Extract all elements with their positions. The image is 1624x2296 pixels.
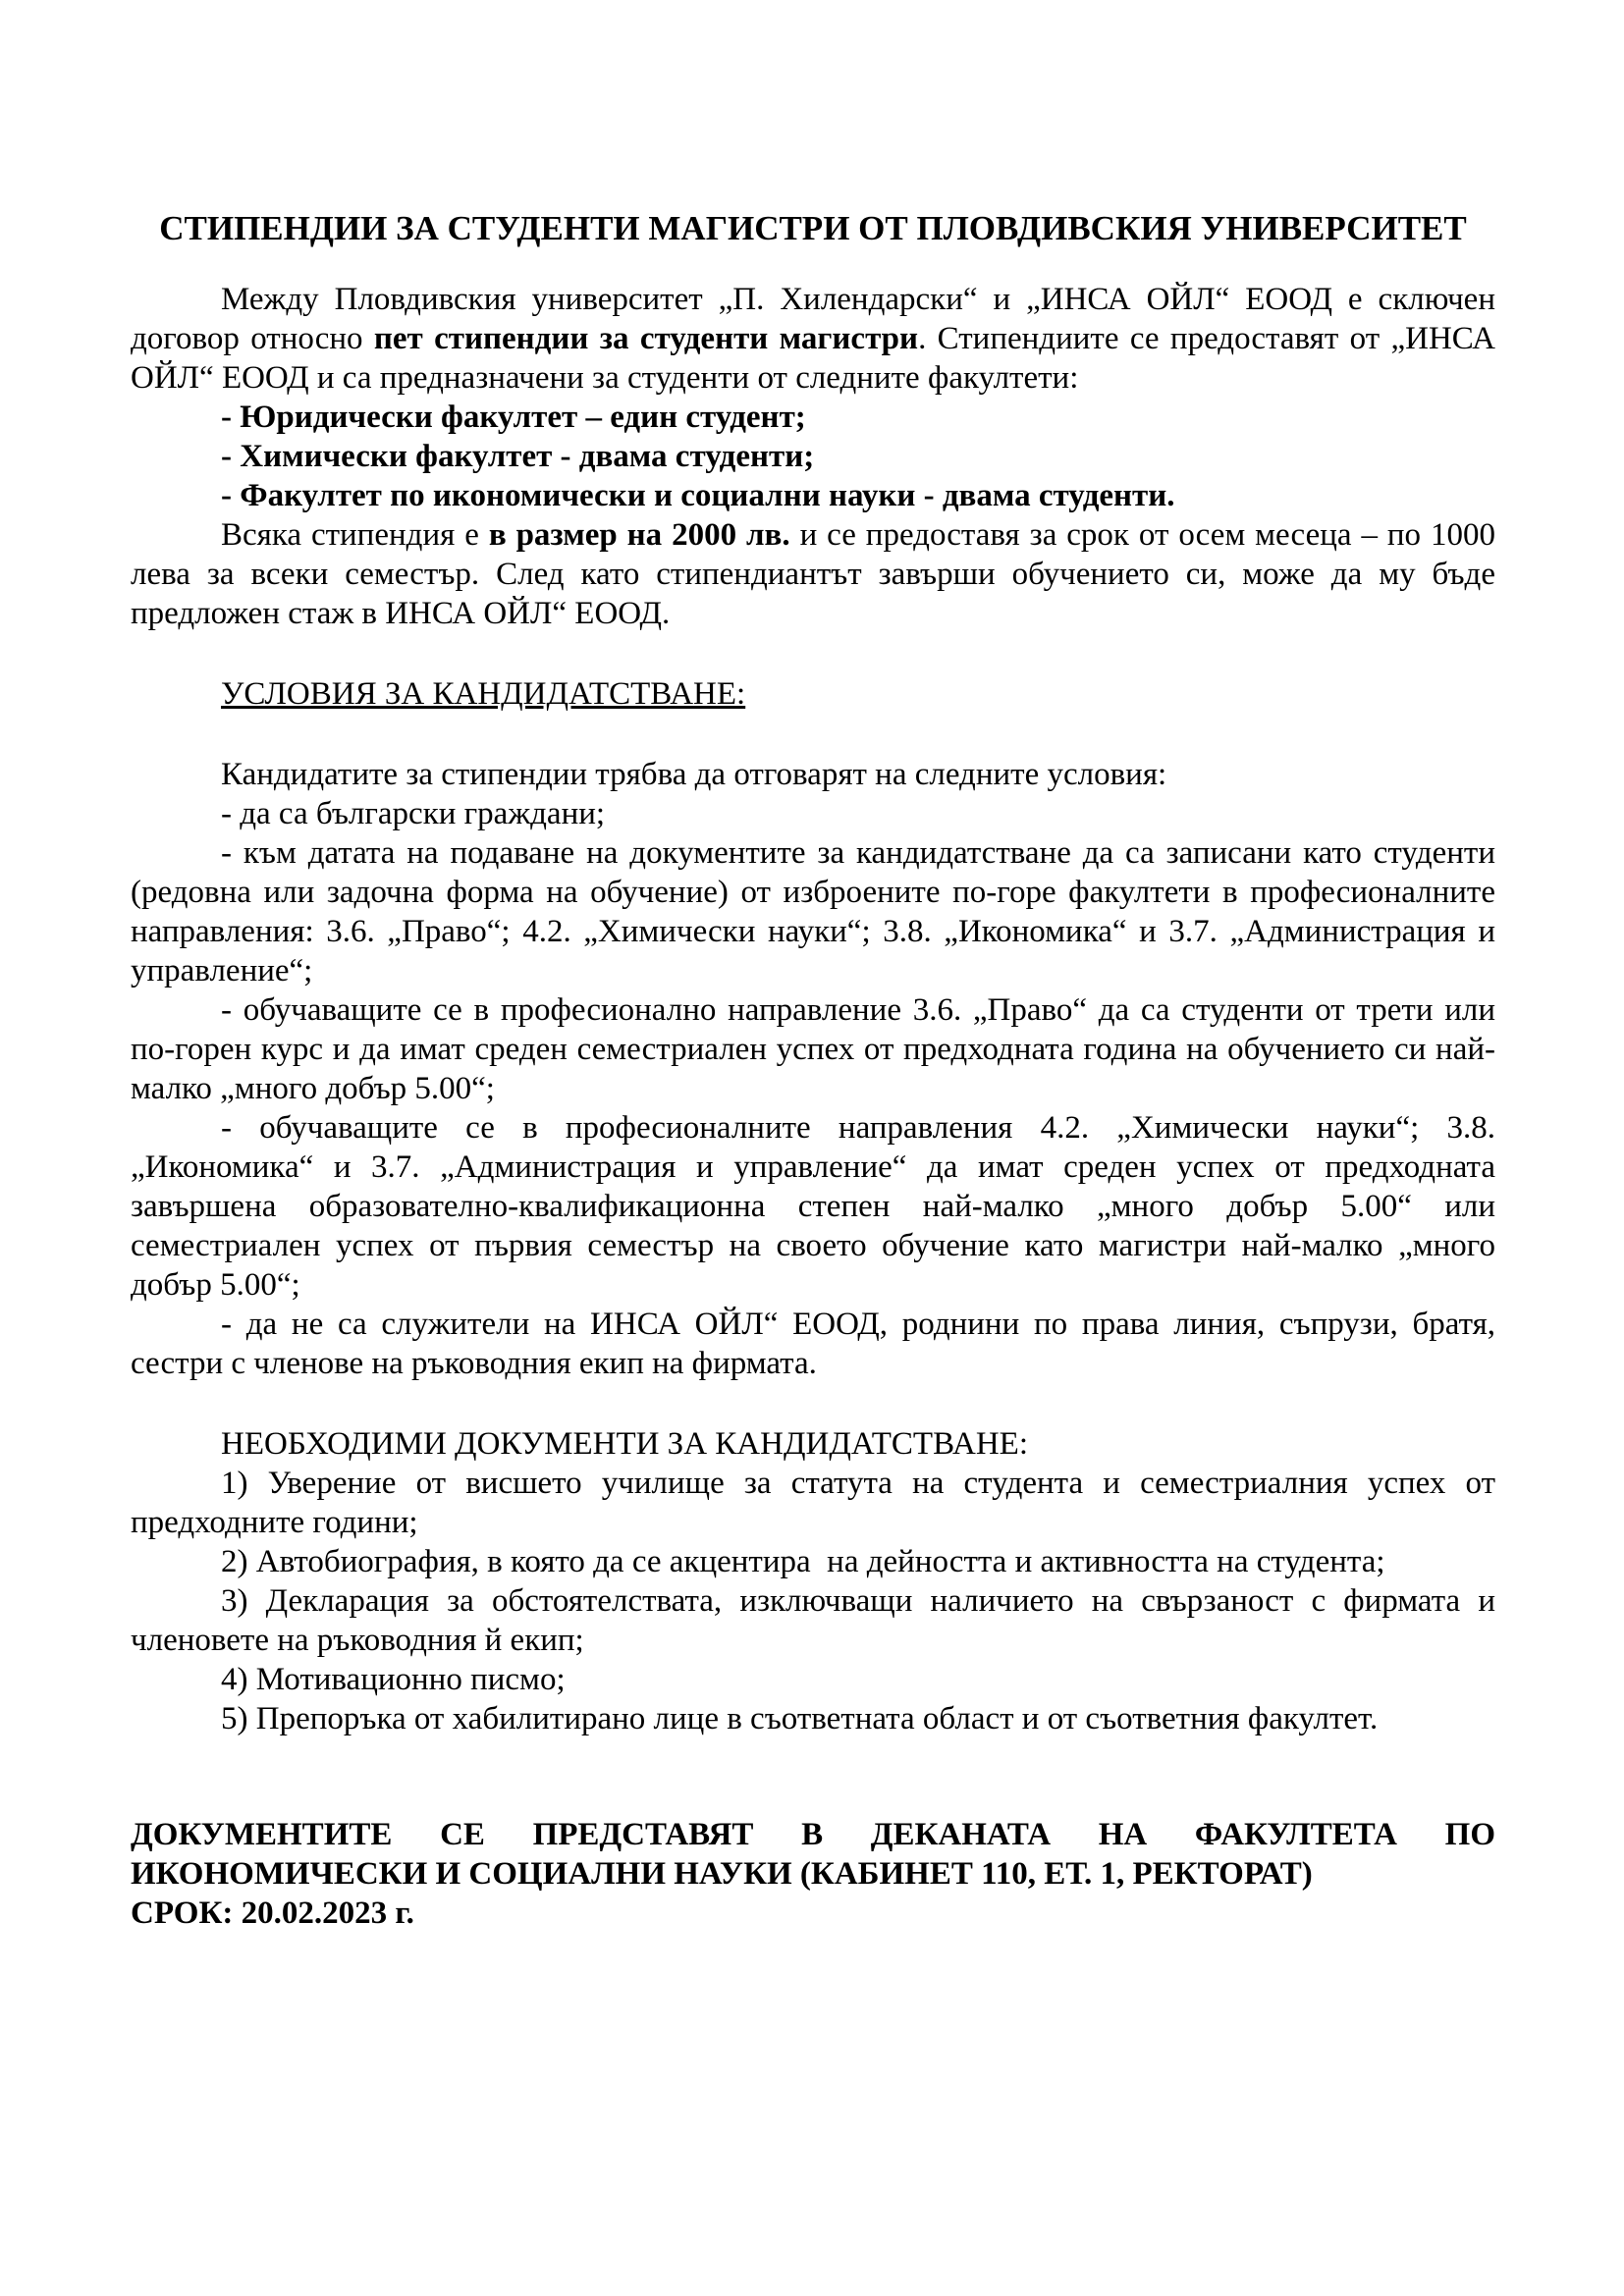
intro-paragraph: Между Пловдивския университет „П. Хилендарски“ и „ИНСА ОЙЛ“ ЕООД е сключен договор относно пет стипендии за студенти магистри. Стипендиите се предоставят от „ИНСА ОЙЛ“ ЕООД и са предназначени за студенти от следните факултети:: [131, 282, 1496, 396]
condition-enrollment: - към датата на подаване на документите за кандидатстване да са записани като студенти (редовна или задочна форма на обучение) от изброените по-горе факултети в професионалните направления: 3.6. „Право“; 4.2. „Химически науки“; 3.8. „Икономика“ и 3.7. „Администрация и управление“;: [131, 835, 1495, 988]
faculty-item-chemistry: - Химически факултет - двама студенти;: [221, 439, 815, 474]
document-item-4: 4) Мотивационно писмо;: [221, 1662, 566, 1697]
document-item-2: 2) Автобиография, в която да се акцентира на дейността и активността на студента;: [221, 1544, 1385, 1579]
conditions-intro: Кандидатите за стипендии трябва да отговарят на следните условия:: [221, 757, 1167, 792]
condition-citizenship: - да са български граждани;: [221, 796, 606, 831]
deadline-paragraph: СРОК: 20.02.2023 г.: [131, 1896, 414, 1931]
document-item-3: 3) Декларация за обстоятелствата, изключващи наличието на свързаност с фирмата и членовете на ръководния й екип;: [131, 1583, 1495, 1658]
document-item-1: 1) Уверение от висшето училище за статута на студента и семестриалния успех от предходните години;: [131, 1466, 1495, 1540]
faculty-item-economics: - Факултет по икономически и социални науки - двама студенти.: [221, 478, 1175, 513]
page-title: СТИПЕНДИИ ЗА СТУДЕНТИ МАГИСТРИ ОТ ПЛОВДИВСКИЯ УНИВЕРСИТЕТ: [159, 209, 1467, 247]
condition-other-gpa: - обучаващите се в професионалните направления 4.2. „Химически науки“; 3.8. „Икономика“ и 3.7. „Администрация и управление“ да имат среден успех от предходната завършена образователно-квалификационна степен най-малко „много добър 5.00“ или семестриален успех от първия семестър на своето обучение като магистри най-малко „много добър 5.00“;: [131, 1110, 1495, 1303]
document-item-5: 5) Препоръка от хабилитирано лице в съответната област и от съответния факултет.: [221, 1701, 1379, 1736]
documents-heading: НЕОБХОДИМИ ДОКУМЕНТИ ЗА КАНДИДАТСТВАНЕ:: [221, 1426, 1029, 1462]
stipend-amount-paragraph: Всяка стипендия е в размер на 2000 лв. и се предоставя за срок от осем месеца – по 1000 лева за всеки семестър. След като стипендиантът завърши обучението си, може да му бъде предложен стаж в ИНСА ОЙЛ“ ЕООД.: [131, 517, 1495, 631]
conditions-heading: УСЛОВИЯ ЗА КАНДИДАТСТВАНЕ:: [221, 676, 746, 712]
faculty-item-law: - Юридически факултет – един студент;: [221, 400, 806, 435]
submission-paragraph: ДОКУМЕНТИТЕ СЕ ПРЕДСТАВЯТ В ДЕКАНАТА НА ФАКУЛТЕТА ПО ИКОНОМИЧЕСКИ И СОЦИАЛНИ НАУКИ (КАБИНЕТ 110, ЕТ. 1, РЕКТОРАТ): [131, 1817, 1495, 1892]
condition-law-gpa: - обучаващите се в професионално направление 3.6. „Право“ да са студенти от трети или по-горен курс и да имат среден семестриален успех от предходната година на обучението си най-малко „много добър 5.00“;: [131, 992, 1495, 1106]
condition-no-relation: - да не са служители на ИНСА ОЙЛ“ ЕООД, роднини по права линия, съпрузи, братя, сестри с членове на ръководния екип на фирмата.: [131, 1307, 1495, 1381]
